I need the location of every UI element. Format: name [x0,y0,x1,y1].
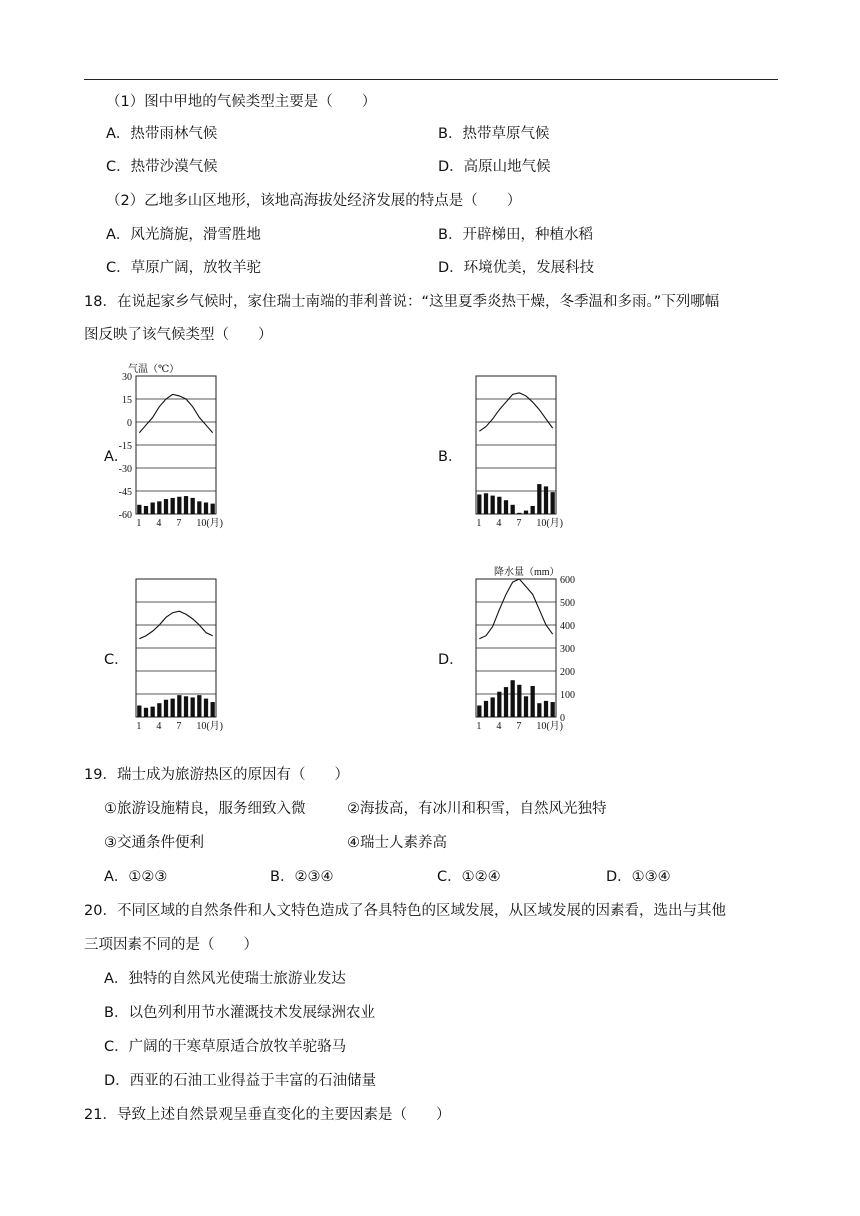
x-tick-label: 1 [136,518,142,529]
precip-bar [517,513,521,514]
precip-bar [197,501,201,514]
precip-bar [197,695,201,717]
climate-chart-b[interactable] [460,362,580,542]
q20-stem-line2: 三项因素不同的是（ ） [84,937,258,953]
q20-option-a[interactable]: A．独特的自然风光使瑞士旅游业发达 [104,971,346,987]
precip-bar [164,499,168,514]
q18-stem-line1: 18．在说起家乡气候时，家住瑞士南端的菲利普说：“这里夏季炎热干燥，冬季温和多雨。”下列哪幅 [84,294,720,310]
y-tick-label: -45 [118,487,132,498]
y-tick-label: -30 [118,464,132,475]
precip-bar [144,708,148,717]
q18-stem-line2: 图反映了该气候类型（ ） [84,327,273,343]
precip-bar [157,703,161,717]
q19-item-3: ③交通条件便利 [104,835,204,851]
precip-bar [484,493,488,514]
y-tick-label: 0 [127,418,132,429]
precip-bar [497,692,501,717]
y-axis-title: 气温（℃） [128,364,180,375]
q19-item-2: ②海拔高，有冰川和积雪，自然风光独特 [347,801,607,817]
climate-chart-a[interactable] [120,362,240,542]
x-tick-label: 7 [516,721,522,732]
q21-stem: 21．导致上述自然景观呈垂直变化的主要因素是（ ） [84,1107,451,1123]
y2-tick-label: 100 [560,690,575,701]
x-tick-label: 7 [516,518,522,529]
precip-bar [211,702,215,717]
precip-bar [151,707,155,717]
x-tick-label: 4 [496,518,502,529]
x-tick-label: 7 [176,518,182,529]
precip-bar [157,501,161,514]
q17-sub2-option-c[interactable]: C．草原广阔，放牧羊驼 [106,260,262,276]
precip-bar [477,494,481,514]
x-tick-label: 1 [476,721,482,732]
y2-tick-label: 500 [560,598,575,609]
q17-sub1-option-b[interactable]: B．热带草原气候 [438,126,550,142]
q18-option-c-label[interactable]: C． [104,652,129,668]
precip-bar [171,699,175,717]
precip-bar [524,696,528,717]
temperature-line [479,579,552,639]
y2-tick-label: 400 [560,621,575,632]
q20-option-d[interactable]: D．西亚的石油工业得益于丰富的石油储量 [104,1073,377,1089]
x-tick-label: 4 [496,721,502,732]
q17-sub2-option-d[interactable]: D．环境优美，发展科技 [438,260,595,276]
x-tick-label: 4 [156,721,162,732]
x-tick-label: 10(月) [196,721,224,732]
precip-bar [491,697,495,717]
y-tick-label: -15 [118,441,132,452]
precip-bar [137,505,141,514]
precip-bar [484,701,488,717]
q18-option-b-label[interactable]: B． [438,449,463,465]
x-tick-label: 10(月) [536,721,564,732]
precip-bar [204,503,208,515]
q17-sub2-stem: （2）乙地多山区地形，该地高海拔处经济发展的特点是（ ） [106,193,522,209]
precip-bar [191,697,195,717]
q18-option-a-label[interactable]: A． [104,449,129,465]
q18-option-d-label[interactable]: D． [438,652,464,668]
precip-bar [544,486,548,514]
precip-bar [544,701,548,717]
precip-bar [477,706,481,718]
precip-bar [171,498,175,514]
precip-bar [511,505,515,514]
q17-sub1-option-a[interactable]: A．热带雨林气候 [106,126,218,142]
q19-option-a[interactable]: A．①②③ [104,869,168,885]
climate-chart-d[interactable] [460,565,590,745]
precip-bar [537,484,541,514]
x-tick-label: 1 [136,721,142,732]
precip-bar [551,492,555,514]
x-tick-label: 7 [176,721,182,732]
precip-bar [511,680,515,717]
precip-bar [137,706,141,718]
precip-bar [504,500,508,514]
q19-stem: 19．瑞士成为旅游热区的原因有（ ） [84,767,349,783]
precip-bar [497,497,501,514]
y-tick-label: 15 [122,395,132,406]
q17-sub2-option-b[interactable]: B．开辟梯田，种植水稻 [438,227,593,243]
precip-bar [537,703,541,717]
q17-sub1-option-d[interactable]: D．高原山地气候 [438,159,551,175]
y-tick-label: 30 [122,372,132,383]
q17-sub1-stem: （1）图中甲地的气候类型主要是（ ） [106,94,377,110]
x-tick-label: 10(月) [536,518,564,529]
q17-sub1-option-c[interactable]: C．热带沙漠气候 [106,159,218,175]
precip-bar [151,503,155,515]
q19-option-b[interactable]: B．②③④ [270,869,334,885]
precip-bar [177,695,181,717]
q19-item-1: ①旅游设施精良，服务细致入微 [104,801,306,817]
header-rule [84,79,778,80]
x-tick-label: 1 [476,518,482,529]
q20-stem-line1: 20．不同区域的自然条件和人文特色造成了各具特色的区域发展，从区域发展的因素看，选出与其他 [84,903,726,919]
precip-bar [184,496,188,514]
x-tick-label: 10(月) [196,518,224,529]
q19-option-c[interactable]: C．①②④ [437,869,501,885]
precip-bar [164,700,168,717]
q20-option-c[interactable]: C．广阔的干寒草原适合放牧羊驼骆马 [104,1039,347,1055]
q20-option-b[interactable]: B．以色列利用节水灌溉技术发展绿洲农业 [104,1005,375,1021]
precip-bar [531,686,535,717]
precip-bar [211,504,215,514]
precip-bar [531,506,535,514]
precip-bar [184,696,188,717]
y2-axis-title: 降水量（mm） [494,567,560,578]
q19-item-4: ④瑞士人素养高 [347,835,447,851]
precip-bar [504,687,508,717]
precip-bar [524,511,528,514]
y-tick-label: -60 [118,510,132,521]
precip-bar [204,699,208,717]
q19-option-d[interactable]: D．①③④ [606,869,671,885]
precip-bar [191,498,195,514]
q17-sub2-option-a[interactable]: A．风光旖旎，滑雪胜地 [106,227,261,243]
precip-bar [177,497,181,514]
y2-tick-label: 600 [560,575,575,586]
y2-tick-label: 0 [560,713,565,724]
precip-bar [517,685,521,717]
x-tick-label: 4 [156,518,162,529]
precip-bar [551,702,555,717]
precip-bar [491,496,495,514]
y2-tick-label: 200 [560,667,575,678]
temperature-line [139,394,212,432]
precip-bar [144,506,148,514]
y2-tick-label: 300 [560,644,575,655]
climate-chart-c[interactable] [120,565,240,745]
